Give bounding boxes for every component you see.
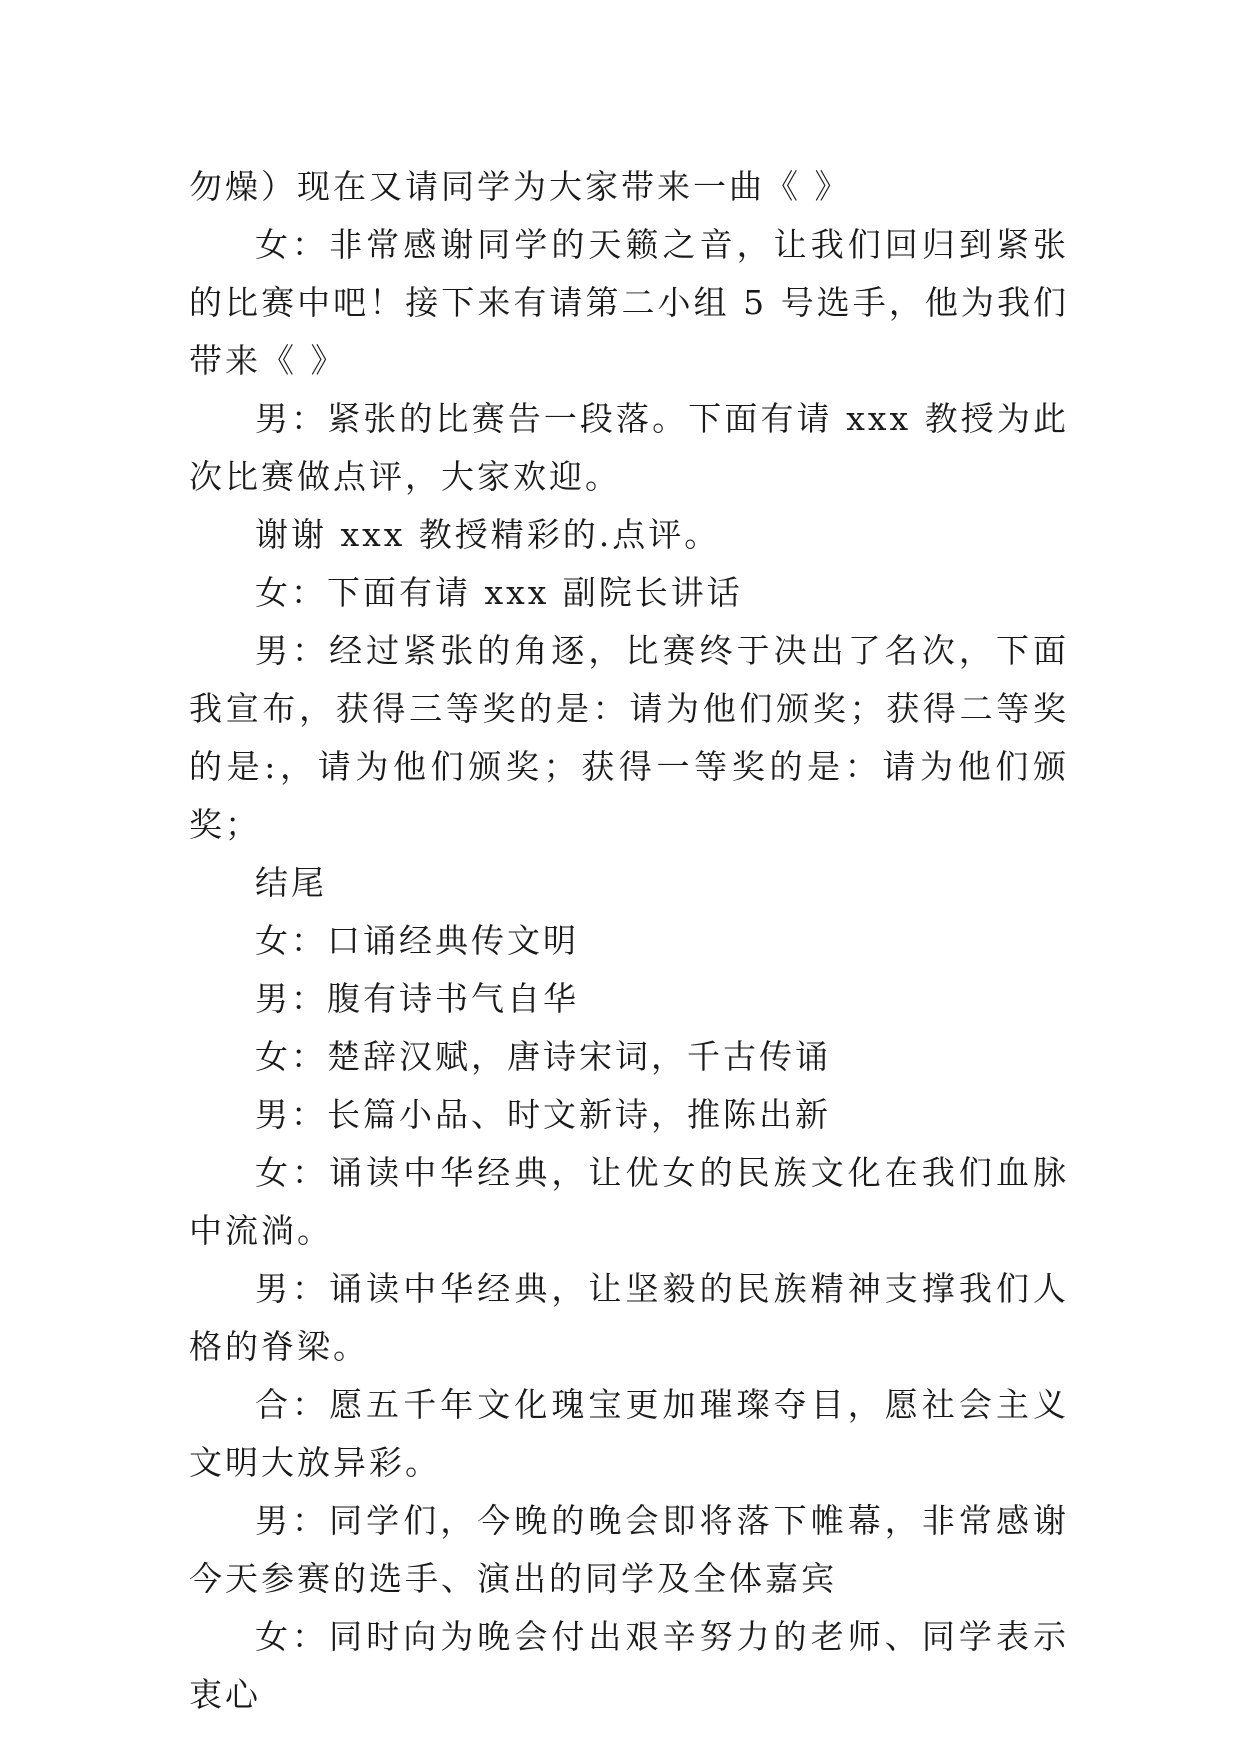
paragraph: 勿燥）现在又请同学为大家带来一曲《 》: [189, 167, 851, 206]
paragraph: 女：楚辞汉赋，唐诗宋词，千古传诵: [255, 1037, 831, 1076]
paragraph: 女：诵读中华经典，让优女的民族文化在我们血脉中流淌。: [189, 1153, 1069, 1250]
paragraph: 合：愿五千年文化瑰宝更加璀璨夺目，愿社会主义文明大放异彩。: [189, 1385, 1069, 1482]
paragraph: 女：同时向为晚会付出艰辛努力的老师、同学表示衷心: [189, 1617, 1069, 1714]
paragraph: 男：长篇小品、时文新诗，推陈出新: [255, 1095, 831, 1134]
paragraph: 谢谢 xxx 教授精彩的.点评。: [255, 515, 721, 554]
paragraph: 男：同学们，今晚的晚会即将落下帷幕，非常感谢今天参赛的选手、演出的同学及全体嘉宾: [189, 1501, 1069, 1598]
paragraph: 男：紧张的比赛告一段落。下面有请 xxx 教授为此次比赛做点评，大家欢迎。: [189, 399, 1069, 496]
section-heading: 结尾: [255, 863, 327, 902]
paragraph: 男：经过紧张的角逐，比赛终于决出了名次，下面我宣布，获得三等奖的是：请为他们颁奖；获得二等奖的是:，请为他们颁奖；获得一等奖的是：请为他们颁奖；: [189, 631, 1069, 844]
paragraph: 男：诵读中华经典，让坚毅的民族精神支撑我们人格的脊梁。: [189, 1269, 1069, 1366]
paragraph: 女：口诵经典传文明: [255, 921, 579, 960]
paragraph: 男：腹有诗书气自华: [255, 979, 579, 1018]
paragraph: 女：下面有请 xxx 副院长讲话: [255, 573, 743, 612]
document-body: [189, 158, 1069, 1724]
paragraph: 女：非常感谢同学的天籁之音，让我们回归到紧张的比赛中吧！接下来有请第二小组 5 号选手，他为我们带来《 》: [189, 225, 1069, 380]
